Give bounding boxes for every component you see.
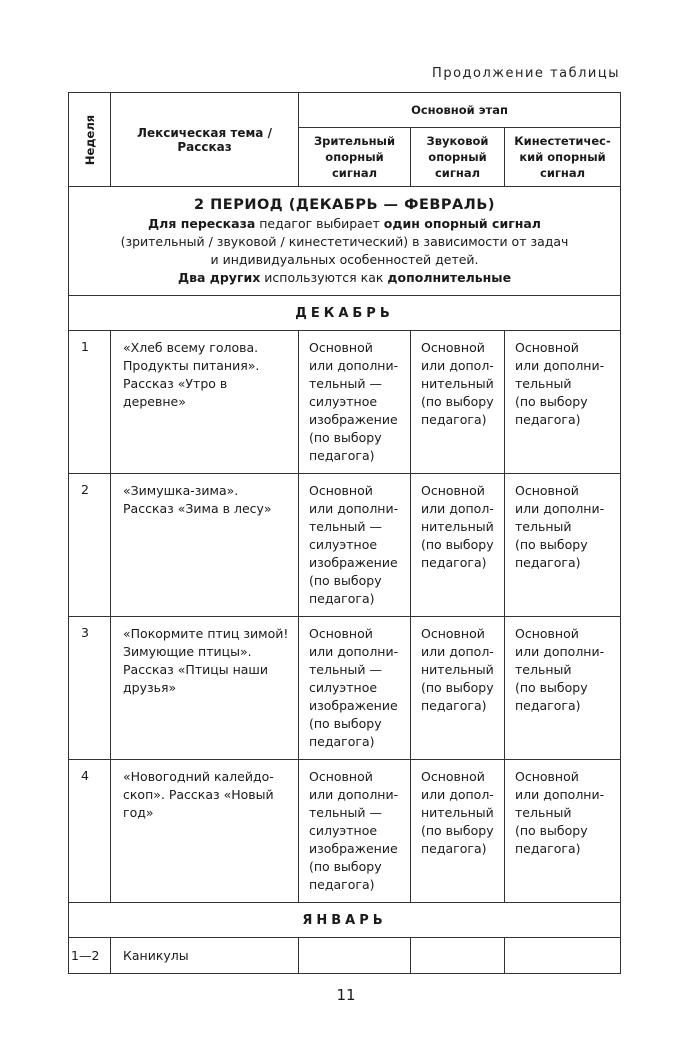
kinesthetic-signal-cell	[505, 938, 621, 974]
period-line-4	[77, 269, 612, 287]
sound-signal-cell: Основной или допол- нительный (по выбору педагога)	[411, 474, 505, 617]
kinesthetic-signal-cell: Основной или дополни- тельный (по выбору педагога)	[505, 760, 621, 903]
topic-cell: «Зимушка-зима». Рассказ «Зима в лесу»	[111, 474, 299, 617]
header-kinesthetic-signal: Кинестетичес-кий опорный сигнал	[505, 128, 621, 187]
sound-signal-cell	[411, 938, 505, 974]
kinesthetic-signal-cell: Основной или дополни- тельный (по выбору педагога)	[505, 474, 621, 617]
sound-signal-cell: Основной или допол- нительный (по выбору педагога)	[411, 617, 505, 760]
period-line-1	[77, 215, 612, 233]
kinesthetic-signal-cell: Основной или дополни- тельный (по выбору педагога)	[505, 617, 621, 760]
header-sound-signal: Звуковой опорный сигнал	[411, 128, 505, 187]
visual-signal-cell: Основной или дополни- тельный — силуэтное изображение (по выбору педагога)	[299, 331, 411, 474]
visual-signal-cell: Основной или дополни- тельный — силуэтное изображение (по выбору педагога)	[299, 474, 411, 617]
topic-cell: Каникулы	[111, 938, 299, 974]
header-visual-signal: Зрительный опорный сигнал	[299, 128, 411, 187]
table-row	[69, 474, 621, 617]
period-bold-3: Два других	[177, 270, 261, 285]
page-number: 11	[336, 986, 356, 1004]
visual-signal-cell	[299, 938, 411, 974]
continuation-label: Продолжение таблицы	[432, 66, 620, 81]
period-normal-2: используются как	[260, 270, 388, 285]
period-bold-2: один опорный сигнал	[383, 216, 541, 231]
visual-signal-cell: Основной или дополни- тельный — силуэтное изображение (по выбору педагога)	[299, 760, 411, 903]
week-number: 4	[69, 760, 111, 903]
table-row	[69, 938, 621, 974]
month-january: ЯНВАРЬ	[69, 903, 621, 938]
period-line-3: и индивидуальных особенностей детей.	[210, 252, 479, 267]
period-description	[69, 187, 621, 296]
sound-signal-cell: Основной или допол- нительный (по выбору педагога)	[411, 760, 505, 903]
period-normal-1: педагог выбирает	[255, 216, 384, 231]
month-december: ДЕКАБРЬ	[69, 296, 621, 331]
curriculum-table	[68, 92, 621, 974]
week-number: 3	[69, 617, 111, 760]
week-number: 2	[69, 474, 111, 617]
table-row	[69, 331, 621, 474]
table-row	[69, 760, 621, 903]
kinesthetic-signal-cell: Основной или дополни- тельный (по выбору педагога)	[505, 331, 621, 474]
period-line-2: (зрительный / звуковой / кинестетический) в зависимости от задач	[120, 234, 569, 249]
header-week-label: Неделя	[82, 114, 97, 165]
header-week	[69, 93, 111, 187]
period-bold-4: дополнительные	[387, 270, 512, 285]
topic-cell: «Новогодний калейдо-скоп». Рассказ «Новый год»	[111, 760, 299, 903]
period-bold-1: Для пересказа	[148, 216, 256, 231]
table-row	[69, 617, 621, 760]
sound-signal-cell: Основной или допол- нительный (по выбору педагога)	[411, 331, 505, 474]
week-number: 1—2	[69, 938, 111, 974]
topic-cell: «Покормите птиц зимой! Зимующие птицы». Рассказ «Птицы наши друзья»	[111, 617, 299, 760]
topic-cell: «Хлеб всему голова. Продукты питания». Рассказ «Утро в деревне»	[111, 331, 299, 474]
visual-signal-cell: Основной или дополни- тельный — силуэтное изображение (по выбору педагога)	[299, 617, 411, 760]
header-main-stage: Основной этап	[299, 93, 621, 128]
week-number: 1	[69, 331, 111, 474]
period-title: 2 ПЕРИОД (ДЕКАБРЬ — ФЕВРАЛЬ)	[194, 197, 495, 213]
header-topic: Лексическая тема / Рассказ	[111, 93, 299, 187]
